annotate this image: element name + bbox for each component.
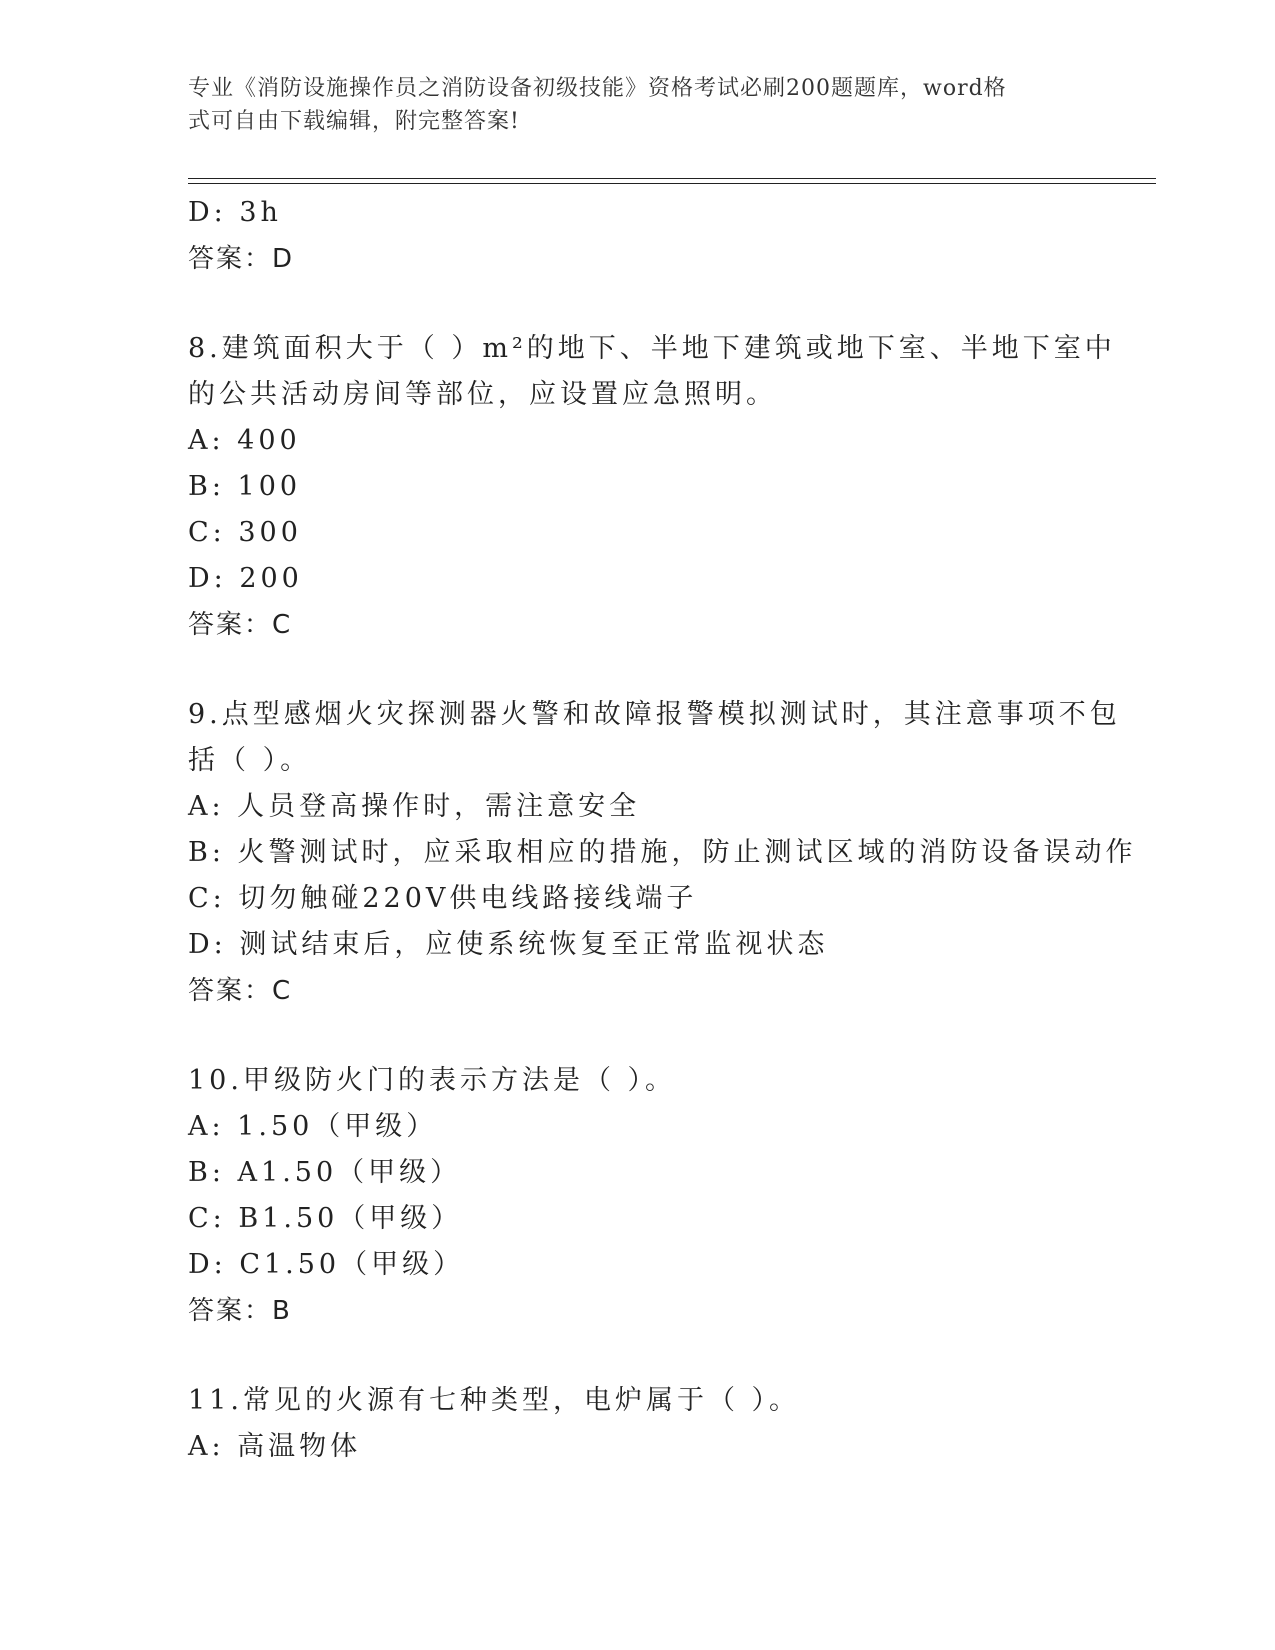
q10-option-c: C: B1.50（甲级） [188,1203,463,1234]
q8-option-c: C: 300 [188,517,302,548]
q10-option-b: B: A1.50（甲级） [188,1157,462,1188]
question-10 [188,1058,1088,1334]
q8-option-d: D: 200 [188,563,303,594]
question-9 [188,692,1137,1014]
q9-answer: 答案：C [188,976,293,1006]
document-header [188,72,1068,138]
q8-option-a: A: 400 [188,425,301,456]
q9-stem-line-1: 9.点型感烟火灾探测器火警和故障报警模拟测试时，其注意事项不包 [188,699,1121,730]
header-divider-top [188,178,1156,179]
header-divider-bottom [188,183,1156,184]
question-8 [188,326,1116,648]
q9-option-b: B: 火警测试时，应采取相应的措施，防止测试区域的消防设备误动作 [188,837,1137,868]
q10-stem-line-1: 10.甲级防火门的表示方法是（ ）。 [188,1065,677,1096]
q10-option-a: A: 1.50（甲级） [188,1111,438,1142]
q8-option-b: B: 100 [188,471,302,502]
question-list [188,190,1137,1470]
q11-stem-line-1: 11.常见的火源有七种类型，电炉属于（ ）。 [188,1385,801,1416]
q9-option-a: A: 人员登高操作时，需注意安全 [188,791,641,822]
question-7-tail [188,190,1088,282]
q10-option-d: D: C1.50（甲级） [188,1249,465,1280]
q8-stem-line-1: 8.建筑面积大于（ ）m²的地下、半地下建筑或地下室、半地下室中 [188,333,1116,364]
q8-answer: 答案：C [188,610,293,640]
header-line-1: 专业《消防设施操作员之消防设备初级技能》资格考试必刷200题题库，word格 [188,76,1007,101]
question-11 [188,1378,1088,1470]
q9-option-c: C: 切勿触碰220V供电线路接线端子 [188,883,698,914]
q9-stem-line-2: 括（ ）。 [188,745,312,776]
q10-answer: 答案：B [188,1296,292,1326]
q8-stem-line-2: 的公共活动房间等部位，应设置应急照明。 [188,379,777,410]
q7-answer: 答案：D [188,244,295,274]
q9-option-d: D: 测试结束后，应使系统恢复至正常监视状态 [188,929,829,960]
header-line-2: 式可自由下载编辑，附完整答案! [188,109,520,134]
q11-option-a: A: 高温物体 [188,1431,362,1462]
q7-option-d: D: 3h [188,197,282,228]
